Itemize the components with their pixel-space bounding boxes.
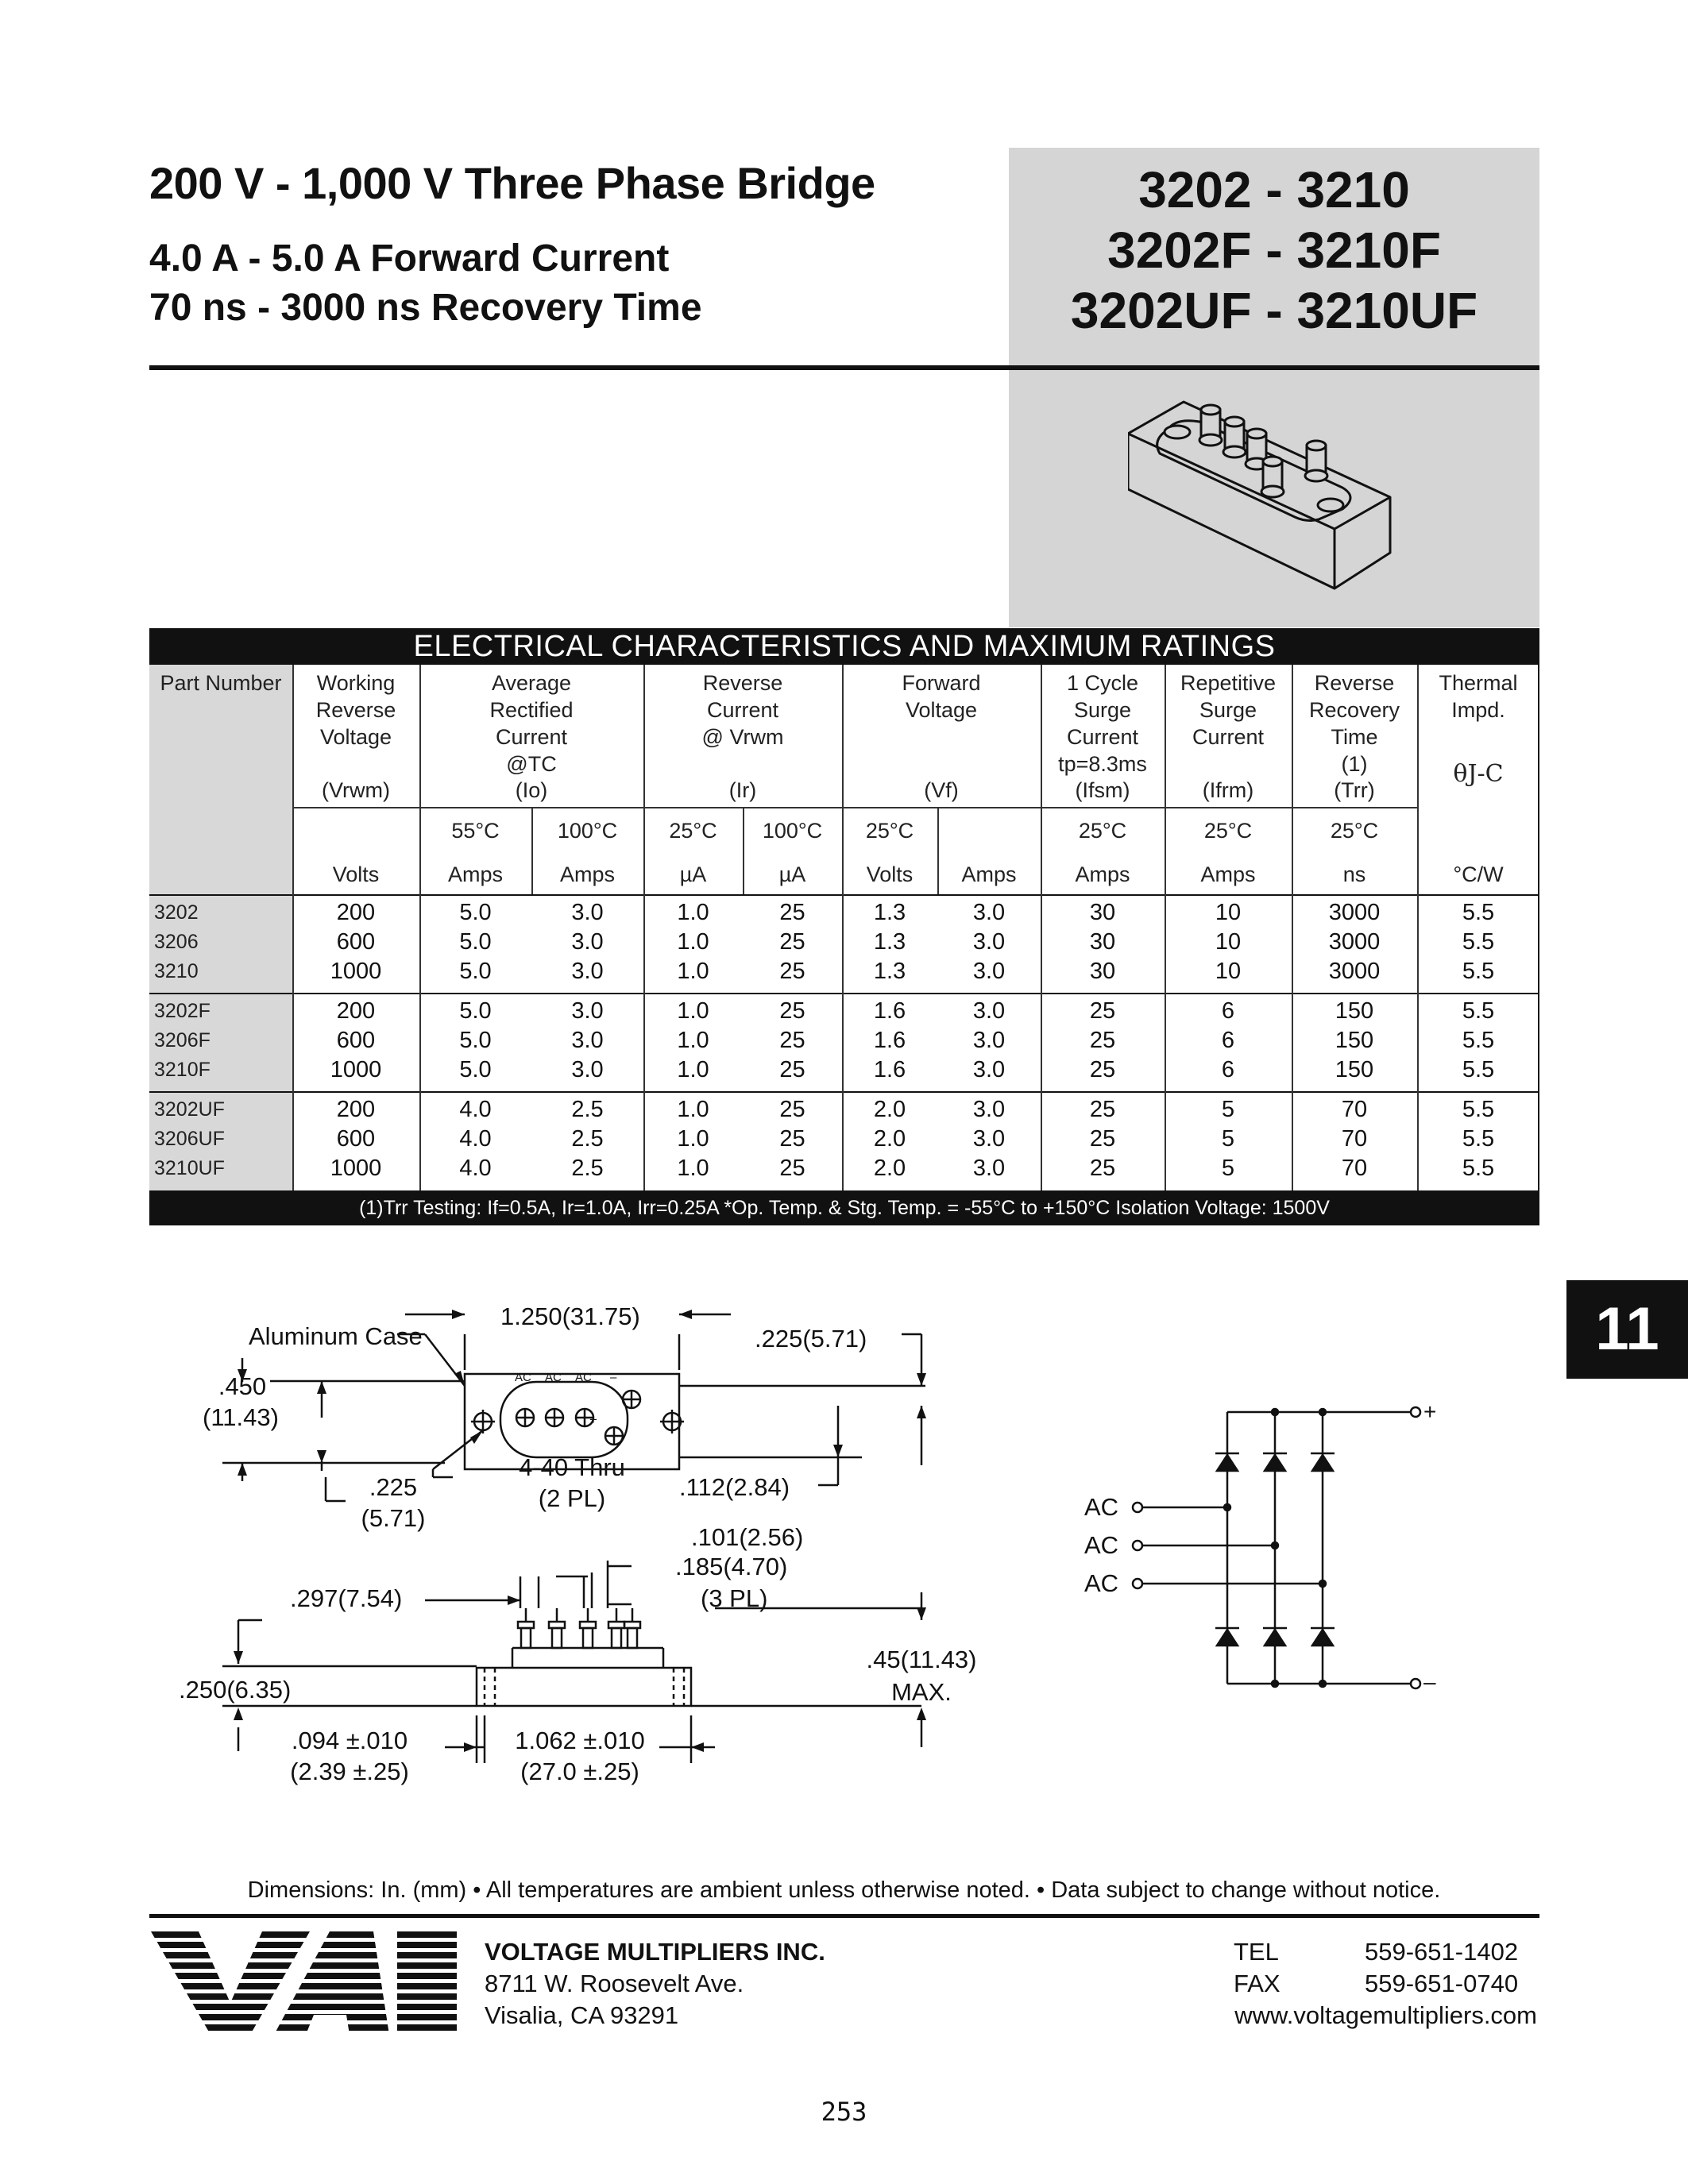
table-cell: 150 [1335,1057,1374,1082]
table-cell: 30 [1089,900,1116,925]
table-cell: 25 [1089,1028,1116,1053]
terminal-label-minus: – [610,1371,617,1384]
part-range-panel [1009,148,1539,627]
unit-vf-amps: Amps [961,862,1017,886]
table-cell: 2.5 [571,1126,604,1152]
col-header-repetitive-surge: Repetitive Surge Current [1180,671,1277,749]
cond-trr-25c: 25°C [1330,819,1379,843]
label-hole-note: 4-40 Thru [519,1453,625,1481]
col-header-average-current: Average Rectified Current @TC [489,671,574,776]
table-cell: 25 [779,1057,805,1082]
table-cell: 3.0 [972,1057,1006,1082]
table-cell: 1.3 [873,900,906,925]
label-aluminum-case: Aluminum Case [249,1322,423,1350]
dim-width-mm: (11.43) [203,1403,279,1431]
table-cell: 3.0 [972,1156,1006,1181]
dim-terminal-pitch: .185(4.70) [675,1553,788,1580]
terminal-island [500,1382,628,1457]
table-cell: 3.0 [571,900,604,925]
dim-terminal-offset: .112(2.84) [679,1473,790,1501]
table-cell: 2.5 [571,1156,604,1181]
table-cell: 150 [1335,1028,1374,1053]
table-cell: 10 [1215,929,1242,955]
table-cell: 25 [1089,1126,1116,1152]
part-number-cell: 3210UF [154,1157,225,1179]
company-logo [151,1931,457,2035]
col-header-thermal-impedance: Thermal Impd. [1439,671,1518,722]
dim-left-offset: .225 [369,1473,418,1501]
dim-hole-spacing: 1.062 ±.010 [515,1727,645,1754]
table-cell: 5.5 [1462,959,1495,984]
table-cell: 3.0 [571,1028,604,1053]
unit-ir-25: µA [679,862,707,886]
part-number-cell: 3206 [154,931,199,953]
table-cell: 1.0 [677,1156,709,1181]
table-cell: 5 [1221,1097,1235,1122]
dim-hole-spacing-mm: (27.0 ±.25) [520,1758,639,1785]
table-cell: 1.6 [873,1028,906,1053]
table-cell: 5.5 [1462,929,1495,955]
part-number-cell: 3202 [154,901,199,924]
table-cell: 30 [1089,959,1116,984]
table-cell: 2.5 [571,1097,604,1122]
unit-thermal: °C/W [1453,862,1504,886]
table-cell: 25 [779,1028,805,1053]
table-cell: 6 [1221,1028,1235,1053]
label-hole-count: (2 PL) [538,1484,606,1512]
table-cell: 6 [1221,1057,1235,1082]
terminal-label-plus: + [589,1412,597,1427]
table-cell: 30 [1089,929,1116,955]
col-header-part-number: Part Number [160,671,282,695]
table-cell: 25 [779,998,805,1024]
table-cell: 600 [336,1028,376,1053]
table-cell: 70 [1341,1126,1368,1152]
unit-vrwm: Volts [332,862,380,886]
case-side-view [477,1668,691,1706]
cond-ir-25c: 25°C [669,819,717,843]
table-cell: 600 [336,1126,376,1152]
table-cell: 1.6 [873,998,906,1024]
dim-first-terminal: .297(7.54) [290,1584,403,1612]
table-cell: 5.5 [1462,1126,1495,1152]
table-cell: 3.0 [972,929,1006,955]
fax-label: FAX [1234,1970,1280,1997]
dim-terminal-pitch-count: (3 PL) [701,1584,768,1612]
table-cell: 4.0 [459,1097,492,1122]
table-cell: 25 [779,1156,805,1181]
table-cell: 5.5 [1462,1097,1495,1122]
table-cell: 25 [779,1126,805,1152]
table-cell: 5.0 [459,998,492,1024]
fax-number: 559-651-0740 [1365,1970,1519,1997]
terminal-label-ac-1: AC [515,1371,531,1384]
table-cell: 3.0 [972,1028,1006,1053]
table-cell: 25 [1089,1057,1116,1082]
table-cell: 5.5 [1462,1156,1495,1181]
table-cell: 10 [1215,900,1242,925]
table-cell: 25 [779,900,805,925]
table-cell: 5 [1221,1126,1235,1152]
col-symbol-trr: (Trr) [1334,778,1375,802]
table-cell: 25 [1089,1097,1116,1122]
unit-ir-100: µA [778,862,806,886]
table-cell: 3000 [1328,929,1381,955]
col-header-reverse-current: Reverse Current @ Vrwm [701,671,784,749]
table-cell: 25 [1089,1156,1116,1181]
tel-label: TEL [1234,1938,1279,1966]
col-symbol-ifrm: (Ifrm) [1202,778,1254,802]
table-cell: 2.0 [873,1126,906,1152]
schematic-plus: + [1423,1399,1437,1424]
table-cell: 5.5 [1462,1057,1495,1082]
terminal-label-ac-3: AC [575,1371,592,1384]
table-cell: 3.0 [972,1126,1006,1152]
header-divider [149,365,1539,370]
schematic-minus: – [1423,1669,1436,1694]
col-symbol-io: (Io) [515,778,548,802]
col-symbol-vrwm: (Vrwm) [322,778,390,802]
table-cell: 70 [1341,1097,1368,1122]
table-cell: 1.0 [677,1028,709,1053]
table-cell: 10 [1215,959,1242,984]
table-footnote: (1)Trr Testing: If=0.5A, Ir=1.0A, Irr=0.25A *Op. Temp. & Stg. Temp. = -55°C to +150°C Isolation Voltage: 1500V [149,1190,1539,1225]
dim-width: .450 [218,1372,267,1400]
cond-io-55c: 55°C [451,819,500,843]
col-header-forward-voltage: Forward Voltage [902,671,981,722]
unit-io-55: Amps [447,862,504,886]
table-cell: 2.0 [873,1156,906,1181]
table-cell: 5.5 [1462,1028,1495,1053]
table-cell: 3.0 [972,1097,1006,1122]
table-cell: 1000 [330,1156,382,1181]
table-cell: 70 [1341,1156,1368,1181]
table-cell: 1000 [330,959,382,984]
table-cell: 3000 [1328,900,1381,925]
company-website[interactable]: www.voltagemultipliers.com [1234,2001,1537,2029]
part-range-ultrafast: 3202UF - 3210UF [1070,282,1478,339]
table-cell: 4.0 [459,1126,492,1152]
table-cell: 1.0 [677,1057,709,1082]
col-symbol-vf: (Vf) [924,778,959,802]
table-cell: 1.3 [873,959,906,984]
electrical-ratings-table [149,628,1539,1232]
part-number-cell: 3202F [154,1000,211,1022]
table-cell: 4.0 [459,1156,492,1181]
part-number-cell: 3206UF [154,1128,225,1150]
col-header-recovery-time: Reverse Recovery Time (1) [1308,671,1400,776]
table-cell: 5.5 [1462,900,1495,925]
table-cell: 6 [1221,998,1235,1024]
dim-top-offset: .225(5.71) [755,1325,867,1352]
table-cell: 1.0 [677,998,709,1024]
part-number-cell: 3210F [154,1059,211,1081]
part-range-fast: 3202F - 3210F [1107,222,1441,279]
subtitle-forward-current: 4.0 A - 5.0 A Forward Current [149,237,670,280]
dim-overall-length: 1.250(31.75) [500,1302,640,1330]
cond-ifsm-25c: 25°C [1078,819,1127,843]
part-number-cell: 3206F [154,1029,211,1051]
table-cell: 200 [336,1097,376,1122]
table-cell: 1.6 [873,1057,906,1082]
part-number-cell: 3210 [154,960,199,982]
table-cell: 1.0 [677,959,709,984]
unit-ifrm: Amps [1200,862,1256,886]
page-title: 200 V - 1,000 V Three Phase Bridge [149,158,875,208]
dim-terminal-spacing: .101(2.56) [691,1523,804,1551]
table-cell: 25 [779,929,805,955]
bridge-schematic [1128,1398,1462,1700]
footer-divider [149,1914,1539,1918]
table-cell: 3.0 [571,959,604,984]
col-symbol-ir: (Ir) [728,778,757,802]
table-cell: 1000 [330,1057,382,1082]
part-range-standard: 3202 - 3210 [1138,161,1410,218]
section-tab: 11 [1566,1280,1688,1379]
table-cell: 5.0 [459,959,492,984]
unit-vf: Volts [866,862,914,886]
page-number: 253 [821,2097,867,2127]
table-cell: 5.5 [1462,998,1495,1024]
table-cell: 200 [336,900,376,925]
table-cell: 25 [1089,998,1116,1024]
table-cell: 150 [1335,998,1374,1024]
table-cell: 5.0 [459,1057,492,1082]
schematic-ac-2: AC [1084,1531,1119,1559]
part-number-cell: 3202UF [154,1098,225,1121]
table-cell: 25 [779,1097,805,1122]
product-illustration [1128,386,1462,600]
cond-io-100c: 100°C [557,819,618,843]
dim-left-offset-mm: (5.71) [361,1504,426,1532]
dim-max-height: .45(11.43) [866,1646,977,1673]
table-cell: 1.0 [677,900,709,925]
table-cell: 3.0 [571,929,604,955]
table-cell: 25 [779,959,805,984]
schematic-ac-1: AC [1084,1493,1119,1521]
col-header-surge-current: 1 Cycle Surge Current tp=8.3ms [1058,671,1147,776]
company-name: VOLTAGE MULTIPLIERS INC. [485,1938,825,1966]
table-cell: 3.0 [571,1057,604,1082]
cond-ir-100c: 100°C [762,819,823,843]
subtitle-recovery-time: 70 ns - 3000 ns Recovery Time [149,287,702,329]
table-cell: 5.0 [459,929,492,955]
schematic-ac-3: AC [1084,1569,1119,1597]
table-cell: 2.0 [873,1097,906,1122]
tel-number: 559-651-1402 [1365,1938,1519,1966]
table-cell: 5.0 [459,1028,492,1053]
col-symbol-ifsm: (Ifsm) [1075,778,1130,802]
dim-hole-inset: .094 ±.010 [291,1727,408,1754]
col-symbol-theta: θJ-C [1453,760,1504,788]
table-cell: 3.0 [972,998,1006,1024]
table-cell: 3.0 [571,998,604,1024]
table-cell: 3000 [1328,959,1381,984]
table-title: ELECTRICAL CHARACTERISTICS AND MAXIMUM RATINGS [149,628,1539,665]
unit-ifsm: Amps [1075,862,1130,886]
unit-trr: ns [1342,862,1366,886]
dimensions-note: Dimensions: In. (mm) • All temperatures are ambient unless otherwise noted. • Data subject to change without notice. [247,1877,1441,1903]
table-cell: 1.3 [873,929,906,955]
col-header-working-voltage: Working Reverse Voltage [315,671,396,749]
table-cell: 3.0 [972,900,1006,925]
table-cell: 1.0 [677,1126,709,1152]
unit-io-100: Amps [559,862,616,886]
table-cell: 1.0 [677,929,709,955]
dim-max-height-label: MAX. [891,1678,952,1706]
dim-case-height: .250(6.35) [179,1676,292,1704]
table-cell: 3.0 [972,959,1006,984]
table-cell: 1.0 [677,1097,709,1122]
terminal-label-ac-2: AC [545,1371,562,1384]
table-cell: 5.0 [459,900,492,925]
table-cell: 600 [336,929,376,955]
cond-vf-25c: 25°C [865,819,914,843]
company-address-city: Visalia, CA 93291 [485,2001,679,2029]
table-cell: 200 [336,998,376,1024]
cond-ifrm-25c: 25°C [1203,819,1253,843]
dim-hole-inset-mm: (2.39 ±.25) [290,1758,409,1785]
table-cell: 5 [1221,1156,1235,1181]
company-address-street: 8711 W. Roosevelt Ave. [485,1970,744,1997]
